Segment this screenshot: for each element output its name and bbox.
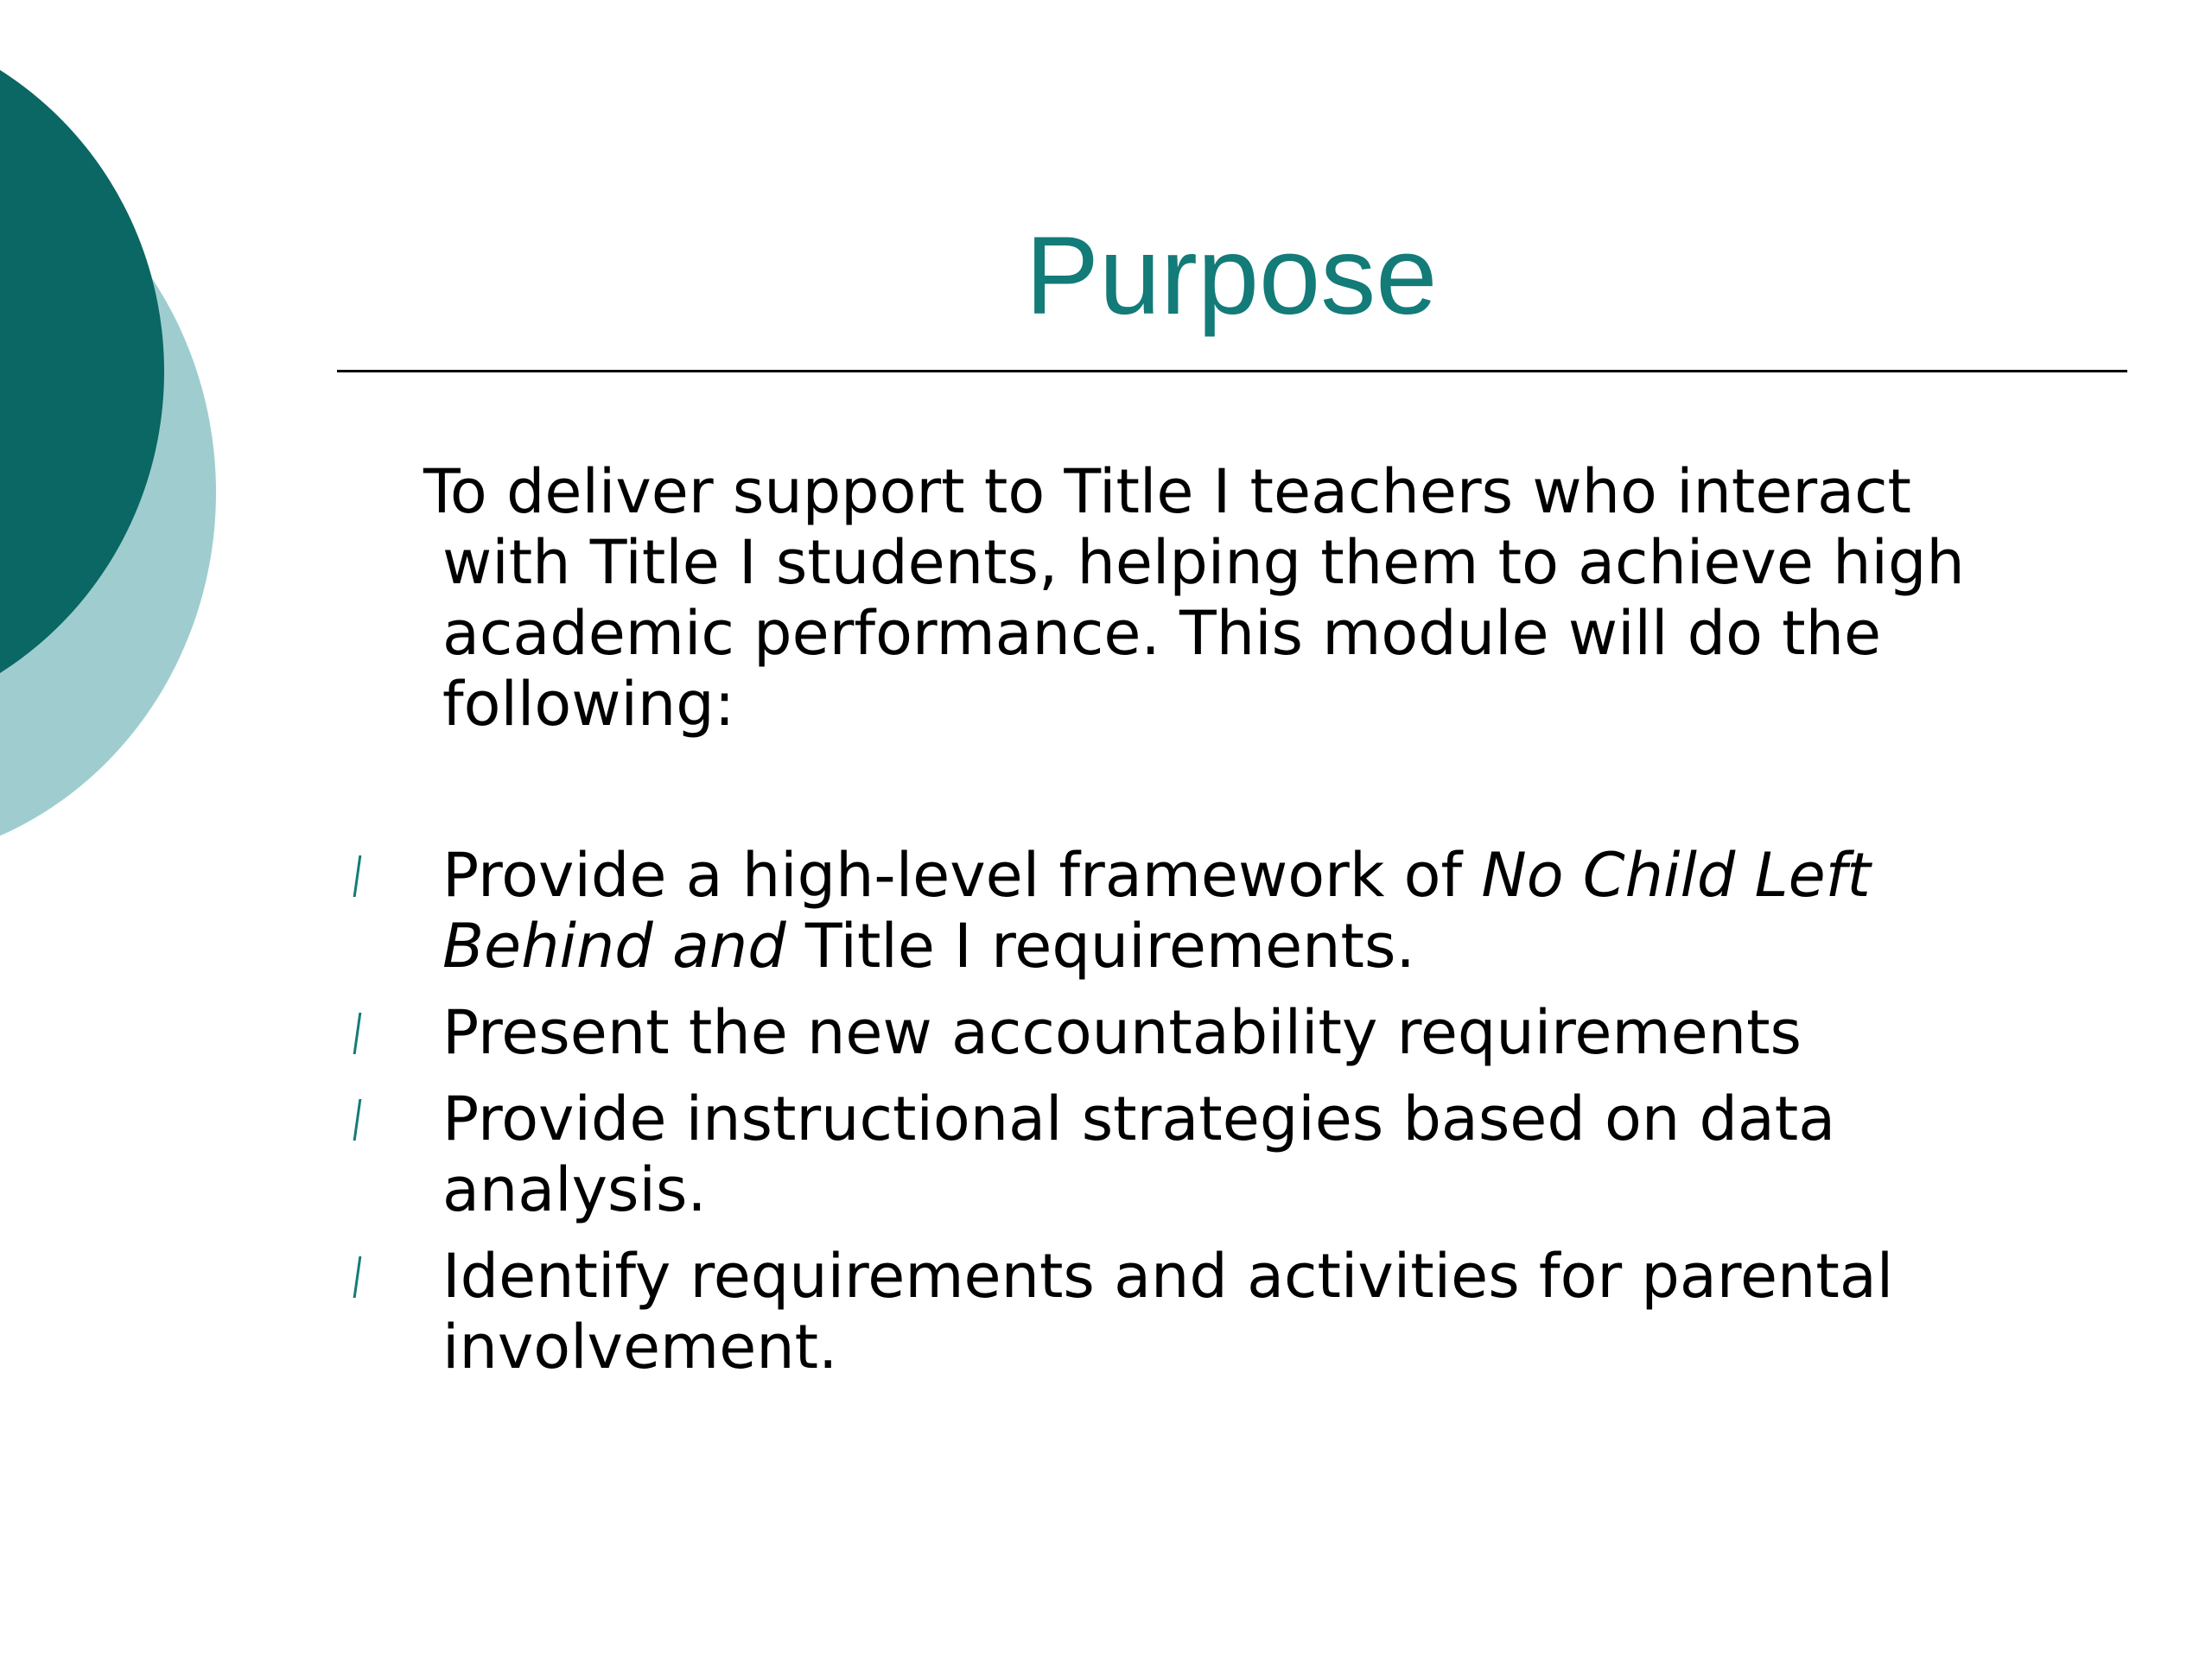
list-item [346,997,2126,1068]
list-item-text: Identify requirements and activities for parental [442,1241,1894,1312]
slide-title: Purpose [1025,214,1438,338]
list-item-italic-text: No Child Left [1481,840,1871,911]
objectives-list [346,840,2126,1398]
list-item-text: involvement. [442,1312,838,1382]
list-item-text: Title I requirements. [785,911,1415,982]
list-item-italic-text: Behind and [442,911,786,982]
list-item-text: analysis. [442,1154,707,1225]
list-item [346,840,2126,982]
bullet-marker-icon [353,1099,365,1141]
list-item [346,1241,2126,1382]
list-item-line [442,911,2126,982]
intro-line: academic performance. This module will do the [442,598,1882,669]
list-item-line [442,840,2126,911]
title-divider [337,370,2127,372]
bullet-marker-icon [353,855,365,897]
list-item-text: Provide instructional strategies based on data [442,1084,1836,1154]
intro-line: To deliver support to Title I teachers who interact [423,456,1912,527]
intro-paragraph [423,456,2134,740]
bullet-marker-icon [353,1256,365,1298]
intro-line: with Title I students, helping them to achieve high [442,527,1965,598]
bullet-marker-icon [353,1013,365,1054]
list-item-text: Present the new accountability requirements [442,997,1802,1068]
list-item-text: Provide a high-level framework of [442,840,1482,911]
intro-line: following: [442,669,735,740]
list-item [346,1084,2126,1225]
